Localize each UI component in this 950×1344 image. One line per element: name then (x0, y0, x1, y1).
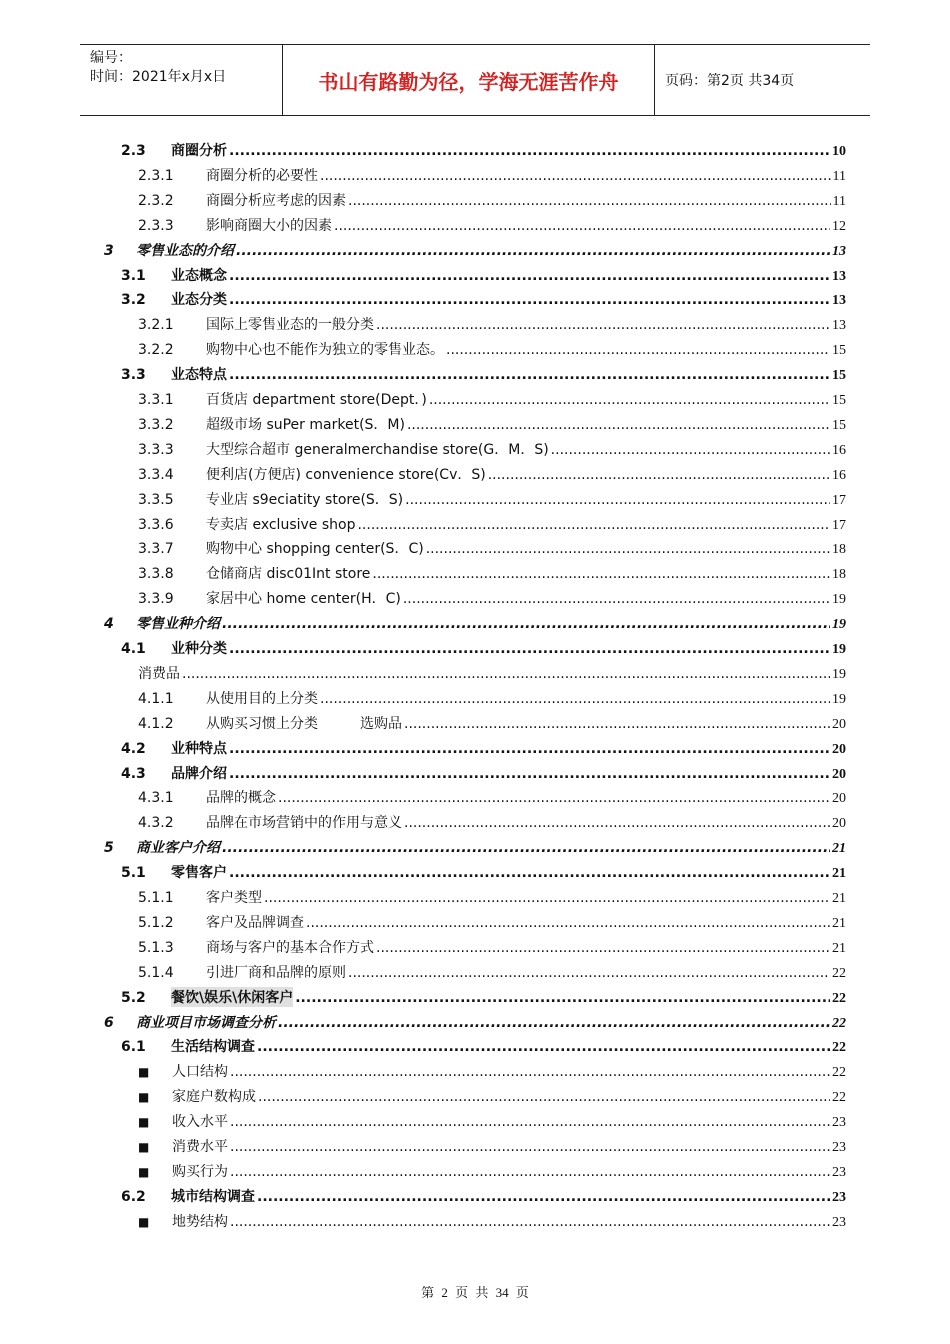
toc-entry[interactable] (138, 1061, 846, 1081)
toc-entry-title: 业态特点 (171, 367, 227, 384)
toc-leader-dots (348, 193, 831, 209)
toc-entry-number: 2.3.1 (138, 167, 174, 184)
toc-entry-page: 18 (832, 542, 846, 558)
toc-entry-number: 3.3.4 (138, 466, 174, 483)
document-number-label: 编号： (90, 50, 132, 66)
toc-entry[interactable] (138, 190, 846, 210)
toc-entry[interactable] (138, 787, 846, 807)
bullet-icon: ■ (138, 1214, 150, 1229)
toc-leader-dots (405, 492, 830, 508)
header-meta (80, 45, 282, 115)
toc-entry-number: 3.1 (121, 267, 146, 284)
toc-leader-dots (258, 1089, 830, 1105)
toc-entry-title: 商场与客户的基本合作方式 (206, 939, 374, 956)
toc-leader-dots (376, 940, 830, 956)
toc-entry-page: 13 (832, 318, 846, 334)
toc-entry[interactable] (138, 812, 846, 832)
toc-leader-dots (404, 815, 830, 831)
header-page-info: 页码：第2页 共34页 (665, 73, 795, 89)
toc-entry[interactable] (138, 1086, 846, 1106)
toc-entry-number: 3.3.5 (138, 491, 174, 508)
toc-entry-page: 22 (832, 1065, 846, 1081)
toc-entry-title: 客户及品牌调查 (206, 914, 304, 931)
toc-entry-title: 餐饮\娱乐\休闲客户 (171, 987, 293, 1007)
toc-leader-dots (236, 243, 830, 259)
header-motto: 书山有路勤为径，学海无涯苦作舟 (282, 45, 655, 115)
toc-entry[interactable] (138, 588, 846, 608)
toc-entry-page: 11 (832, 168, 846, 184)
toc-entry[interactable] (121, 1036, 846, 1056)
toc-entry[interactable] (138, 464, 846, 484)
toc-entry-page: 13 (832, 243, 846, 259)
toc-entry-page: 23 (832, 1140, 846, 1155)
toc-leader-dots (257, 1189, 830, 1205)
toc-entry[interactable] (138, 1161, 846, 1181)
document-date-label: 时间：2021年x月x日 (90, 69, 227, 85)
toc-entry[interactable] (121, 1186, 846, 1206)
toc-entry[interactable] (121, 638, 846, 658)
toc-entry-page: 21 (832, 891, 846, 906)
toc-entry-title: 百货店 department store(Dept．) (206, 392, 427, 408)
toc-leader-dots (429, 392, 830, 408)
toc-entry-page: 23 (832, 1115, 846, 1131)
toc-entry-title: 零售客户 (171, 865, 227, 882)
toc-entry-title: 国际上零售业态的一般分类 (206, 317, 374, 334)
bullet-icon: ■ (138, 1140, 150, 1154)
toc-entry-number: 5.1.4 (138, 964, 174, 981)
toc-entry-page: 20 (832, 716, 846, 732)
toc-entry[interactable] (138, 215, 846, 235)
toc-leader-dots (407, 417, 830, 433)
toc-entry[interactable] (138, 314, 846, 334)
toc-entry-number: 3.3.9 (138, 591, 174, 608)
toc-entry-number: 3.3.7 (138, 541, 174, 558)
toc-leader-dots (320, 691, 830, 707)
toc-leader-dots (278, 790, 830, 806)
toc-entry-number: 3.3 (121, 367, 146, 384)
toc-leader-dots (229, 641, 830, 657)
bullet-icon: ■ (138, 1065, 150, 1080)
toc-entry-page: 23 (832, 1164, 846, 1180)
toc-leader-dots (446, 342, 830, 358)
toc-leader-dots (264, 890, 830, 906)
toc-entry-page: 17 (832, 517, 846, 533)
toc-entry-title: 购物中心 shopping center(S．C) (206, 541, 424, 558)
toc-entry-number: 4.3.1 (138, 790, 174, 807)
toc-entry-number: 4.3.2 (138, 815, 174, 832)
toc-entry-title: 专业店 s9eciatity store(S．S) (206, 491, 404, 508)
toc-entry-page: 11 (832, 193, 846, 209)
toc-entry-title: 业态概念 (171, 267, 227, 284)
toc-entry[interactable] (138, 887, 846, 907)
toc-leader-dots (229, 143, 830, 159)
toc-leader-dots (230, 1064, 830, 1080)
toc-leader-dots (551, 442, 830, 458)
toc-entry-title: 从使用目的上分类 (206, 690, 318, 707)
toc-entry-title: 零售业态的介绍 (136, 242, 234, 259)
toc-entry-page: 13 (832, 293, 846, 309)
toc-leader-dots (229, 865, 830, 881)
toc-entry-number: 3.3.6 (138, 516, 174, 533)
toc-entry-number: 3.3.2 (138, 416, 174, 433)
toc-entry-title: 生活结构调查 (171, 1039, 255, 1056)
toc-entry-title: 商圈分析应考虑的因素 (206, 192, 346, 209)
toc-entry[interactable] (104, 613, 846, 633)
toc-entry-page: 22 (832, 1015, 846, 1031)
toc-entry-title: 品牌介绍 (171, 765, 227, 782)
toc-entry-title: 家庭户数构成 (172, 1089, 256, 1106)
toc-entry[interactable] (121, 987, 846, 1007)
toc-leader-dots (222, 840, 830, 856)
toc-entry-title: 引进厂商和品牌的原则 (206, 964, 346, 981)
toc-entry-page: 19 (832, 617, 846, 633)
toc-entry-page: 13 (832, 268, 846, 284)
toc-leader-dots (357, 517, 830, 533)
toc-entry-title: 超级市场 suPer market(S．M) (206, 416, 405, 433)
toc-entry[interactable] (121, 763, 846, 783)
toc-entry-title: 城市结构调查 (171, 1188, 255, 1205)
toc-leader-dots (278, 1015, 830, 1031)
toc-entry[interactable] (138, 538, 846, 558)
toc-entry[interactable] (104, 837, 846, 857)
toc-entry-title: 业种分类 (171, 641, 227, 657)
toc-leader-dots (222, 616, 830, 632)
toc-leader-dots (295, 990, 830, 1006)
toc-leader-dots (488, 467, 830, 483)
toc-entry-number: 3.3.1 (138, 392, 174, 408)
toc-entry-page: 18 (832, 567, 846, 583)
toc-entry[interactable] (121, 862, 846, 882)
toc-entry-title: 业态分类 (171, 292, 227, 309)
toc-entry[interactable] (138, 439, 846, 459)
toc-entry-title: 人口结构 (172, 1064, 228, 1081)
toc-entry-page: 15 (832, 368, 846, 384)
toc-entry-page: 15 (832, 393, 846, 408)
toc-entry-title: 购买行为 (172, 1163, 228, 1180)
toc-entry-number: 5.2 (121, 989, 146, 1006)
toc-leader-dots (229, 766, 830, 782)
toc-entry[interactable] (138, 339, 846, 359)
toc-entry-number: 3.2 (121, 292, 146, 309)
toc-entry-page: 20 (832, 816, 846, 832)
toc-entry[interactable] (138, 165, 846, 185)
toc-entry-title: 消费水平 (172, 1139, 228, 1155)
toc-entry-number: 5.1 (121, 865, 146, 882)
toc-entry-number: 3.2.1 (138, 317, 174, 334)
toc-entry-title: 从购买习惯上分类 选购品 (206, 715, 402, 732)
toc-entry-number: 4.2 (121, 740, 146, 757)
toc-entry-page: 22 (832, 1090, 846, 1106)
toc-entry-title: 品牌的概念 (206, 790, 276, 807)
page-header (80, 44, 870, 116)
toc-entry[interactable] (104, 240, 846, 260)
toc-entry-title: 商圈分析的必要性 (206, 167, 318, 184)
toc-entry[interactable] (138, 514, 846, 534)
toc-entry[interactable] (121, 140, 846, 160)
toc-entry[interactable] (138, 1211, 846, 1231)
toc-entry-page: 21 (832, 841, 846, 857)
toc-leader-dots (229, 367, 830, 383)
toc-entry-page: 23 (832, 1189, 846, 1205)
toc-leader-dots (403, 591, 830, 607)
toc-leader-dots (426, 541, 830, 557)
toc-entry[interactable] (138, 937, 846, 957)
toc-entry-title: 业种特点 (171, 740, 227, 757)
toc-entry-page: 16 (832, 467, 846, 483)
toc-entry-title: 客户类型 (206, 890, 262, 906)
toc-entry-number: 6.1 (121, 1039, 146, 1056)
toc-entry[interactable] (138, 663, 846, 683)
toc-leader-dots (376, 317, 830, 333)
toc-leader-dots (372, 566, 830, 582)
toc-entry-page: 23 (832, 1214, 846, 1230)
toc-entry[interactable] (104, 1012, 846, 1032)
toc-entry-title: 商业项目市场调查分析 (136, 1014, 276, 1031)
toc-entry-number: 2.3.3 (138, 217, 174, 234)
toc-entry-title: 零售业种介绍 (136, 616, 220, 633)
toc-entry-title: 地势结构 (172, 1213, 228, 1230)
toc-leader-dots (230, 1114, 830, 1130)
toc-leader-dots (320, 168, 831, 184)
toc-entry[interactable] (138, 414, 846, 434)
toc-entry-title: 购物中心也不能作为独立的零售业态。 (206, 342, 444, 359)
toc-entry-number: 4.3 (121, 765, 146, 782)
toc-entry[interactable] (138, 962, 846, 982)
toc-entry-page: 19 (832, 666, 846, 682)
toc-entry-page: 12 (832, 218, 846, 234)
toc-entry-title: 商业客户介绍 (136, 840, 220, 857)
toc-leader-dots (230, 1214, 830, 1230)
toc-entry-title: 便利店(方便店) convenience store(Cv．S) (206, 466, 486, 483)
toc-leader-dots (334, 218, 830, 234)
toc-entry-title: 收入水平 (172, 1114, 228, 1131)
toc-entry-number: 2.3 (121, 143, 146, 159)
toc-entry-page: 21 (832, 866, 846, 882)
toc-entry-page: 15 (832, 417, 846, 433)
toc-entry-title: 消费品 (138, 665, 180, 682)
toc-entry-page: 16 (832, 442, 846, 458)
toc-entry[interactable] (121, 738, 846, 758)
toc-leader-dots (230, 1164, 830, 1180)
toc-entry-page: 15 (832, 343, 846, 359)
toc-entry-page: 19 (832, 642, 846, 657)
toc-leader-dots (229, 292, 830, 308)
toc-entry-page: 10 (832, 144, 846, 159)
toc-entry-title: 影响商圈大小的因素 (206, 217, 332, 234)
toc-entry-number: 4.1.2 (138, 715, 174, 732)
toc-entry-number: 6 (104, 1014, 114, 1031)
toc-entry-title: 家居中心 home center(H．C) (206, 591, 401, 608)
toc-entry-title: 商圈分析 (171, 143, 227, 159)
toc-entry[interactable] (138, 1111, 846, 1131)
toc-entry[interactable] (138, 688, 846, 708)
toc-entry-title: 大型综合超市 generalmerchandise store(G．M．S) (206, 441, 549, 458)
toc-leader-dots (182, 666, 830, 682)
toc-entry[interactable] (138, 389, 846, 409)
toc-entry-page: 21 (832, 915, 846, 931)
toc-leader-dots (348, 965, 830, 981)
toc-entry-number: 3 (104, 242, 114, 259)
toc-entry-number: 4.1.1 (138, 690, 174, 707)
toc-entry-page: 20 (832, 741, 846, 757)
toc-entry[interactable] (121, 265, 846, 285)
toc-entry-page: 19 (832, 592, 846, 608)
toc-entry[interactable] (138, 489, 846, 509)
toc-entry-title: 专卖店 exclusive shop (206, 516, 356, 533)
toc-leader-dots (229, 268, 830, 284)
toc-entry-number: 3.3.3 (138, 441, 174, 458)
toc-entry[interactable] (138, 912, 846, 932)
toc-entry-page: 22 (832, 990, 846, 1006)
toc-leader-dots (404, 716, 830, 732)
toc-entry-page: 22 (832, 965, 846, 981)
toc-leader-dots (229, 741, 830, 757)
page-footer: 第 2 页 共 34 页 (421, 1285, 529, 1300)
toc-entry[interactable] (138, 1136, 846, 1156)
toc-entry[interactable] (121, 364, 846, 384)
toc-entry-number: 5.1.2 (138, 914, 174, 931)
toc-entry-page: 20 (832, 766, 846, 782)
toc-entry-number: 6.2 (121, 1188, 146, 1205)
toc-entry[interactable] (138, 713, 846, 733)
toc-entry-page: 17 (832, 492, 846, 508)
toc-entry-number: 3.3.8 (138, 566, 174, 583)
toc-entry[interactable] (138, 563, 846, 583)
toc-entry-number: 2.3.2 (138, 192, 174, 209)
toc-entry-page: 20 (832, 791, 846, 807)
toc-entry-number: 4.1 (121, 641, 146, 657)
toc-entry-number: 4 (104, 616, 114, 633)
toc-entry-number: 5 (104, 840, 114, 857)
bullet-icon: ■ (138, 1090, 150, 1105)
toc-leader-dots (257, 1039, 830, 1055)
toc-entry-number: 5.1.1 (138, 890, 174, 906)
toc-entry-number: 5.1.3 (138, 939, 174, 956)
toc-entry[interactable] (121, 289, 846, 309)
toc-leader-dots (230, 1139, 830, 1155)
toc-leader-dots (306, 915, 830, 931)
bullet-icon: ■ (138, 1115, 150, 1130)
toc-entry-page: 19 (832, 691, 846, 707)
bullet-icon: ■ (138, 1164, 150, 1179)
toc-entry-title: 仓储商店 disc01Int store (206, 566, 371, 583)
toc-entry-title: 品牌在市场营销中的作用与意义 (206, 815, 402, 832)
toc-entry-page: 22 (832, 1040, 846, 1056)
toc-entry-page: 21 (832, 940, 846, 956)
toc-entry-number: 3.2.2 (138, 342, 174, 359)
